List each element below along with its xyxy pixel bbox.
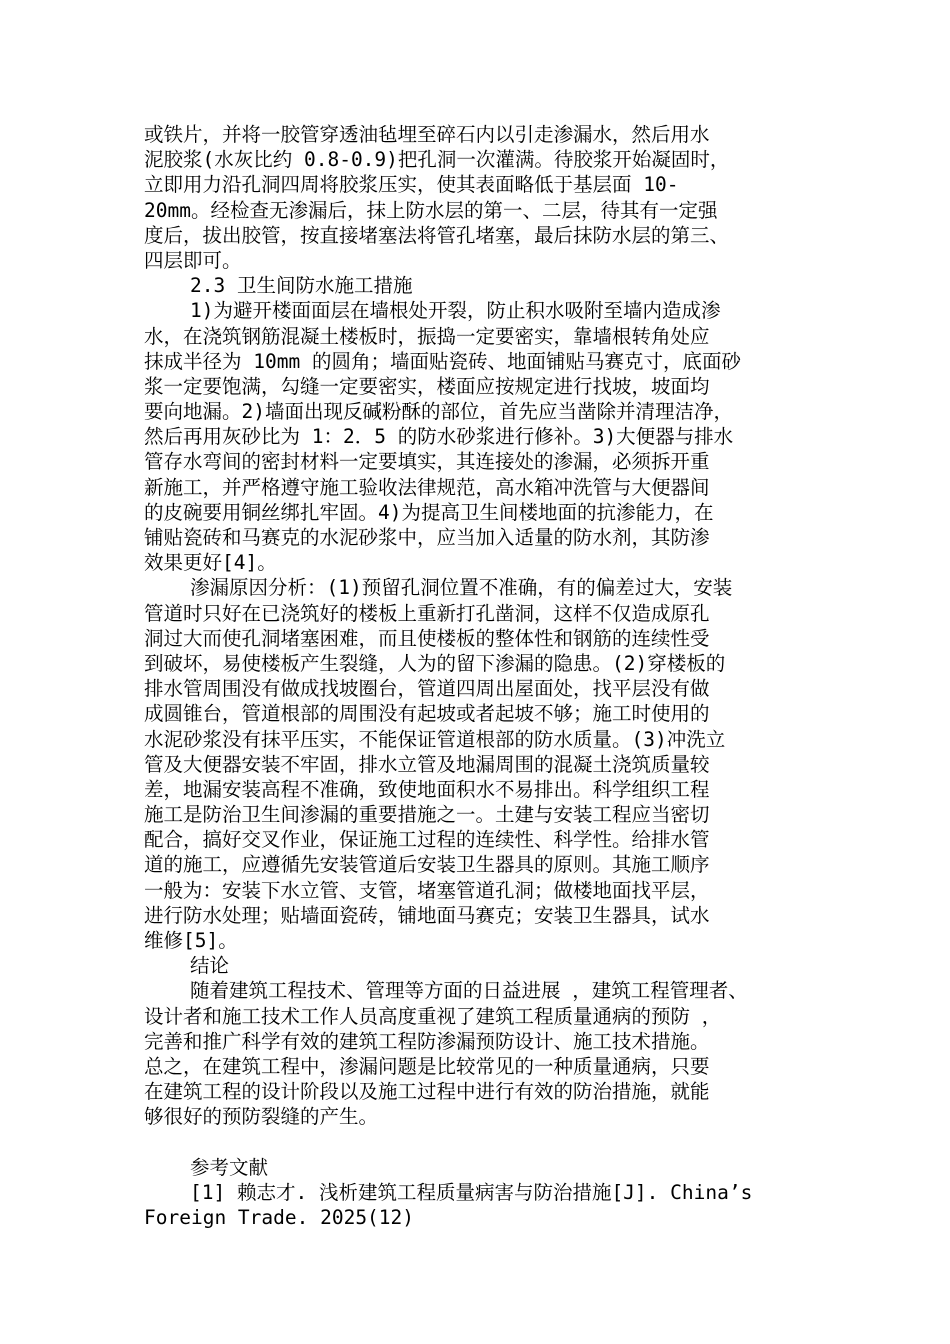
text-line: 2.3 卫生间防水施工措施 — [190, 274, 413, 298]
document-body — [144, 122, 824, 1230]
text-line: 施工是防治卫生间渗漏的重要措施之一。土建与安装工程应当密切 — [144, 803, 710, 827]
text-line: 随着建筑工程技术、管理等方面的日益进展 ，建筑工程管理者、 — [190, 979, 748, 1003]
text-line: 一般为：安装下水立管、支管，堵塞管道孔洞；做楼地面找平层， — [144, 878, 710, 902]
text-line: 泥胶浆(水灰比约 0.8-0.9)把孔洞一次灌满。待胶浆开始凝固时， — [144, 148, 730, 172]
text-line: 设计者和施工技术工作人员高度重视了建筑工程质量通病的预防 ， — [144, 1004, 722, 1028]
text-line: [1] 赖志才. 浅析建筑工程质量病害与防治措施[J]. China’s — [190, 1180, 753, 1204]
text-line: 度后，拔出胶管，按直接堵塞法将管孔堵塞，最后抹防水层的第三、 — [144, 223, 730, 247]
text-line: 或铁片，并将一胶管穿透油毡埋至碎石内以引走渗漏水，然后用水 — [144, 123, 710, 146]
text-line: 成圆锥台，管道根部的周围没有起坡或者起坡不够；施工时使用的 — [144, 702, 710, 726]
text-line: 洞过大而使孔洞堵塞困难，而且使楼板的整体性和钢筋的连续性受 — [144, 626, 710, 650]
text-line: 立即用力沿孔洞四周将胶浆压实，使其表面略低于基层面 10- — [144, 173, 679, 197]
text-line: Foreign Trade. 2025(12) — [144, 1206, 415, 1230]
text-line: 1)为避开楼面面层在墙根处开裂，防止积水吸附至墙内造成渗 — [190, 299, 721, 323]
text-line: 渗漏原因分析：(1)预留孔洞位置不准确，有的偏差过大，安装 — [190, 576, 733, 600]
text-line: 道的施工，应遵循先安装管道后安装卫生器具的原则。其施工顺序 — [144, 853, 710, 877]
text-line: 管存水弯间的密封材料一定要填实，其连接处的渗漏，必须拆开重 — [144, 450, 710, 474]
text-line: 维修[5]。 — [144, 929, 238, 952]
text-line: 水，在浇筑钢筋混凝土楼板时，振捣一定要密实，靠墙根转角处应 — [144, 324, 710, 348]
text-line: 浆一定要饱满，勾缝一定要密实，楼面应按规定进行找坡，坡面均 — [144, 374, 710, 398]
text-line: 完善和推广科学有效的建筑工程防渗漏预防设计、施工技术措施。 — [144, 1029, 710, 1053]
text-line: 要向地漏。2)墙面出现反碱粉酥的部位，首先应当凿除并清理洁净， — [144, 400, 733, 424]
text-line: 铺贴瓷砖和马赛克的水泥砂浆中，应当加入适量的防水剂，其防渗 — [144, 526, 710, 549]
text-line: 进行防水处理；贴墙面瓷砖，铺地面马赛克；安装卫生器具，试水 — [144, 903, 710, 927]
text-line: 四层即可。 — [144, 248, 242, 272]
text-line: 然后再用灰砂比为 1：2．5 的防水砂浆进行修补。3)大便器与排水 — [144, 425, 734, 449]
text-line: 结论 — [190, 954, 230, 978]
text-line: 20mm。经检查无渗漏后，抹上防水层的第一、二层，待其有一定强 — [144, 198, 718, 222]
text-line: 在建筑工程的设计阶段以及施工过程中进行有效的防治措施，就能 — [144, 1080, 710, 1104]
text-line: 差，地漏安装高程不准确，致使地面积水不易排出。科学组织工程 — [144, 777, 710, 801]
text-line: 够很好的预防裂缝的产生。 — [144, 1105, 379, 1129]
text-line: 总之，在建筑工程中，渗漏问题是比较常见的一种质量通病，只要 — [144, 1054, 710, 1078]
text-line: 管道时只好在已浇筑好的楼板上重新打孔凿洞，这样不仅造成原孔 — [144, 601, 710, 625]
text-line: 参考文献 — [190, 1155, 269, 1179]
text-line: 排水管周围没有做成找坡圈台，管道四周出屋面处，找平层没有做 — [144, 677, 710, 701]
text-line: 的皮碗要用铜丝绑扎牢固。4)为提高卫生间楼地面的抗渗能力，在 — [144, 500, 714, 524]
blank-line — [144, 1130, 824, 1155]
text-line: 新施工，并严格遵守施工验收法律规范，高水箱冲洗管与大便器间 — [144, 475, 710, 499]
text-line: 效果更好[4]。 — [144, 551, 277, 575]
text-line: 抹成半径为 10mm 的圆角；墙面贴瓷砖、地面铺贴马赛克寸，底面砂 — [144, 349, 741, 373]
text-line: 水泥砂浆没有抹平压实，不能保证管道根部的防水质量。(3)冲洗立 — [144, 727, 726, 751]
text-line: 到破坏，易使楼板产生裂缝，人为的留下渗漏的隐患。(2)穿楼板的 — [144, 651, 726, 675]
text-line: 管及大便器安装不牢固，排水立管及地漏周围的混凝土浇筑质量较 — [144, 752, 710, 776]
text-line: 配合，搞好交叉作业，保证施工过程的连续性、科学性。给排水管 — [144, 828, 710, 852]
